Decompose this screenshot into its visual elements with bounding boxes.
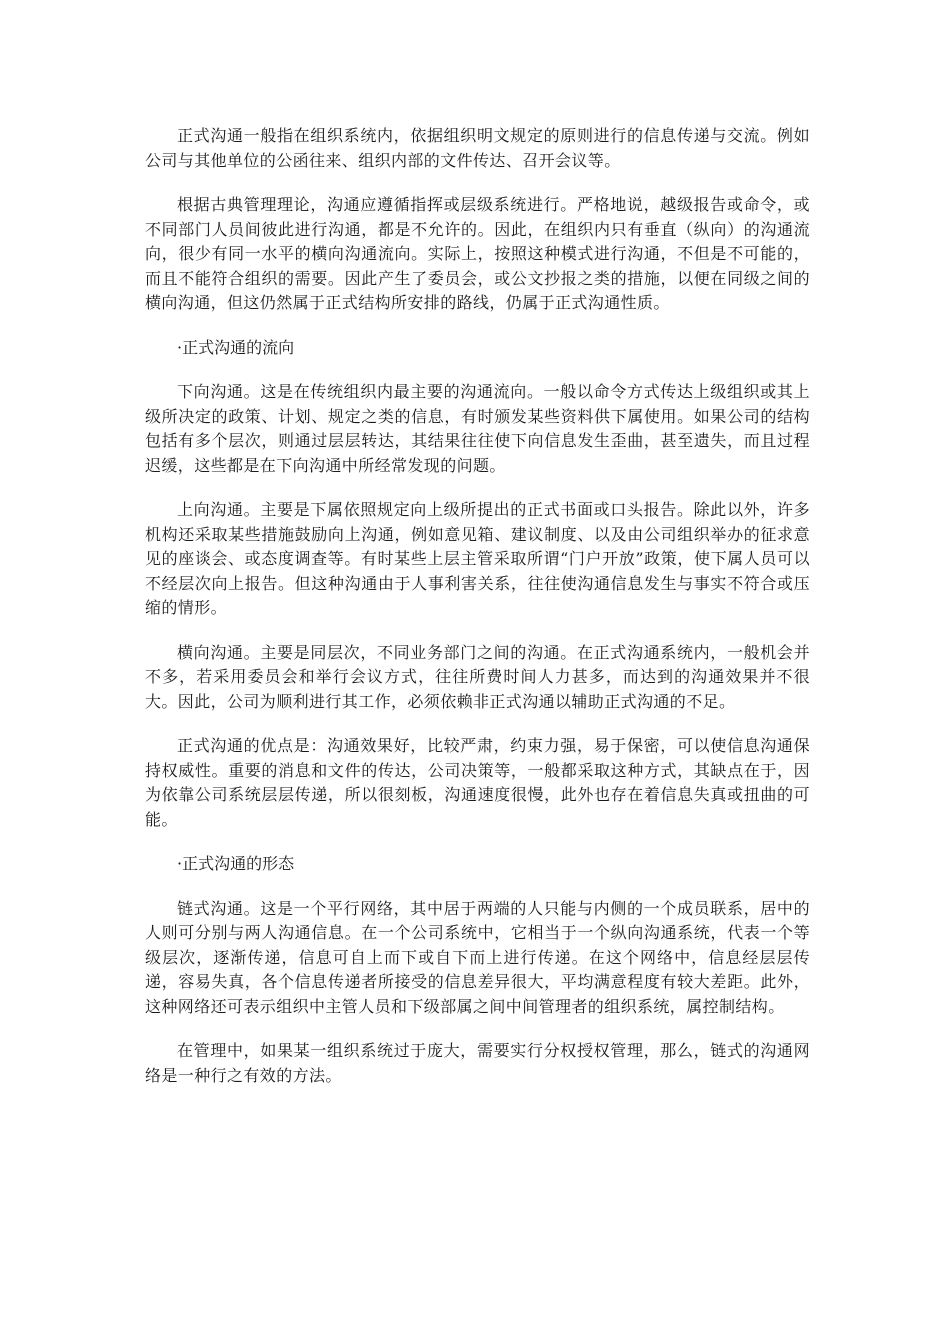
section-heading-flow-direction: ·正式沟通的流向 [177,337,295,357]
paragraph-downward-communication: 下向沟通。这是在传统组织内最主要的沟通流向。一般以命令方式传达上级组织或其上级所决定的政策、计划、规定之类的信息，有时颁发某些资料供下属使用。如果公司的结构包括有多个层次，则通过层层转达，其结果往往使下向信息发生歪曲，甚至遗失，而且过程迟缓，这些都是在下向沟通中所经常发现的问题。 [145,382,810,475]
paragraph-horizontal-communication: 横向沟通。主要是同层次，不同业务部门之间的沟通。在正式沟通系统内，一般机会并不多，若采用委员会和举行会议方式，往往所费时间人力甚多，而达到的沟通效果并不很大。因此，公司为顺利进行其工作，必须依赖非正式沟通以辅助正式沟通的不足。 [145,642,810,711]
paragraph-upward-communication: 上向沟通。主要是下属依照规定向上级所提出的正式书面或口头报告。除此以外，许多机构还采取某些措施鼓励向上沟通，例如意见箱、建议制度、以及由公司组织举办的征求意见的座谈会、或态度调查等。有时某些上层主管采取所谓“门户开放”政策，使下属人员可以不经层次向上报告。但这种沟通由于人事利害关系，往往使沟通信息发生与事实不符合或压缩的情形。 [145,500,810,617]
section-heading-forms: ·正式沟通的形态 [177,854,295,873]
document-page [145,124,810,1108]
paragraph-classical-theory: 根据古典管理理论，沟通应遵循指挥或层级系统进行。严格地说，越级报告或命令，或不同部门人员间彼此进行沟通，都是不允许的。因此，在组织内只有垂直（纵向）的沟通流向，很少有同一水平的横向沟通流向。实际上，按照这种模式进行沟通，不但是不可能的，而且不能符合组织的需要。因此产生了委员会，或公文抄报之类的措施，以便在同级之间的横向沟通，但这仍然属于正式结构所安排的路线，仍属于正式沟通性质。 [145,195,810,312]
paragraph-pros-and-cons: 正式沟通的优点是：沟通效果好，比较严肃，约束力强，易于保密，可以使信息沟通保持权威性。重要的消息和文件的传达，公司决策等，一般都采取这种方式，其缺点在于，因为依靠公司系统层层传递，所以很刻板，沟通速度很慢，此外也存在着信息失真或扭曲的可能。 [145,736,810,829]
paragraph-formal-communication-definition: 正式沟通一般指在组织系统内，依据组织明文规定的原则进行的信息传递与交流。例如公司与其他单位的公函往来、组织内部的文件传达、召开会议等。 [145,126,810,170]
paragraph-chain-in-management: 在管理中，如果某一组织系统过于庞大，需要实行分权授权管理，那么，链式的沟通网络是一种行之有效的方法。 [145,1041,810,1085]
paragraph-chain-communication: 链式沟通。这是一个平行网络，其中居于两端的人只能与内侧的一个成员联系，居中的人则可分别与两人沟通信息。在一个公司系统中，它相当于一个纵向沟通系统，代表一个等级层次，逐渐传递，信息可自上而下或自下而上进行传递。在这个网络中，信息经层层传递，容易失真，各个信息传递者所接受的信息差异很大，平均满意程度有较大差距。此外，这种网络还可表示组织中主管人员和下级部属之间中间管理者的组织系统，属控制结构。 [145,898,810,1016]
